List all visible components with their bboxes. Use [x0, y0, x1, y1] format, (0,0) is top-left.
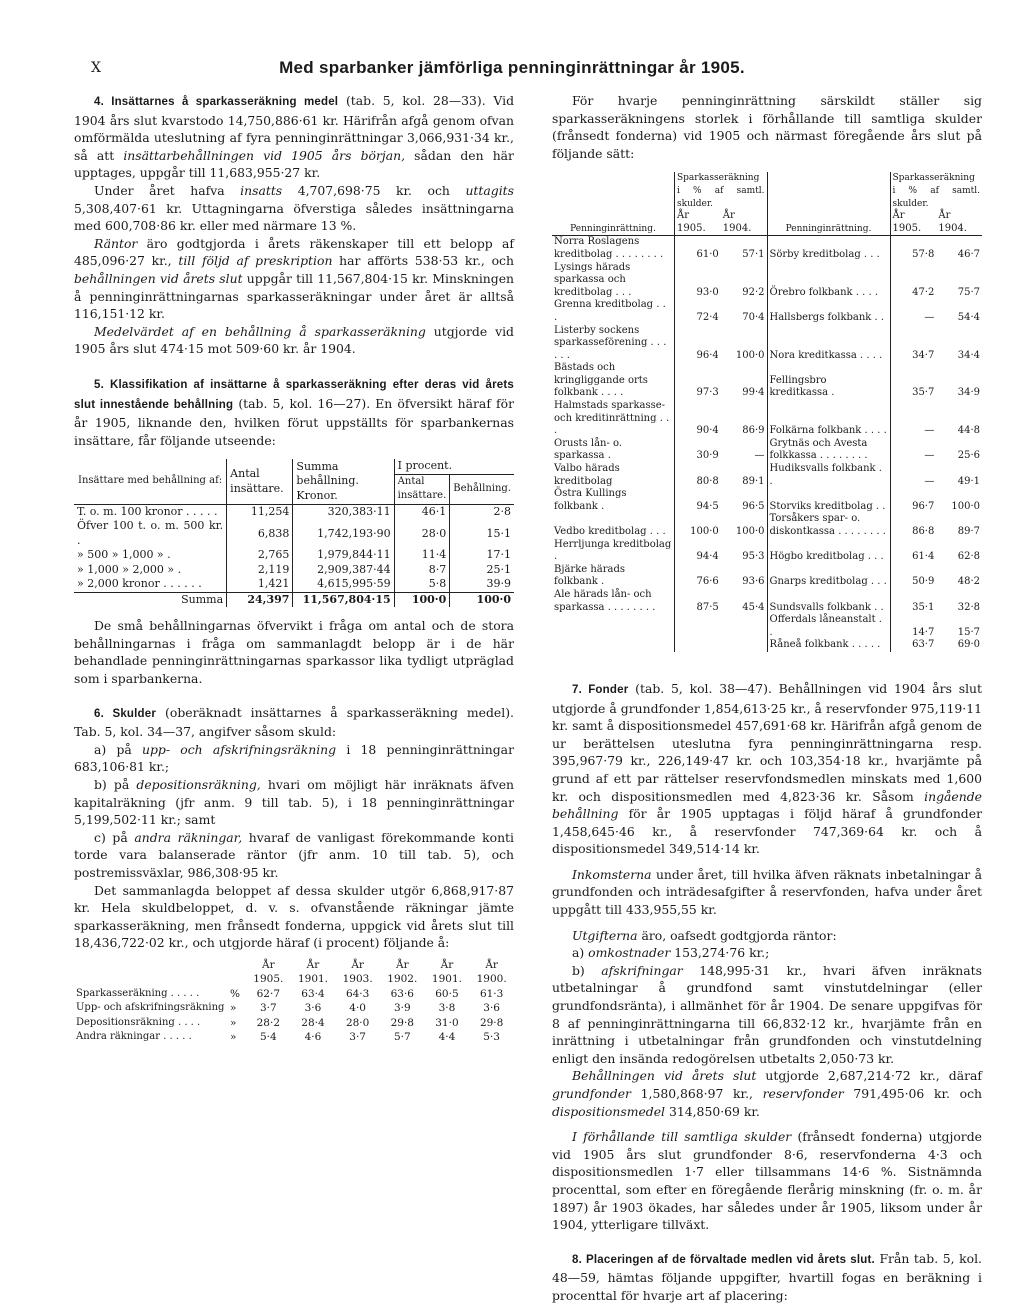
table-header-behallning-pct: Behållning.: [450, 474, 514, 504]
section-4-paragraph-2: Under året hafva insatts 4,707,698·75 kr. och uttagits 5,308,407·61 kr. Uttagningarna öfverstiga således insättningarna med 600,708·86 kr. eller med närmare 13 %.: [74, 182, 514, 234]
section-8-paragraph: 8. Placeringen af de förvaltade medlen vid årets slut. Från tab. 5, kol. 48—59, hämtas följande uppgifter, hvartill fogas en beräkning i procenttal för hvarje art af placering:: [552, 1250, 982, 1303]
section-6-paragraph-2: Det sammanlagda beloppet af dessa skulder utgör 6,868,917·87 kr. Hela skuldbeloppet, d. v. s. ofvanstående räkningar jämte sparkasseräkning, men frånsedt fonderna, uppgick vid årets slut till 18,436,722·02 kr., och utgjorde häraf (i procent) följande å:: [74, 882, 514, 951]
section-5-paragraph-2: De små behållningarnas öfvervikt i fråga om antal och de stora behållningarnas i fråga om sammanlagdt belopp är i de här behandlade penninginrättningarnas sparkassor lika tydligt utpräglad som i sparbankerna.: [74, 618, 514, 687]
table-row: Norra Roslagens kreditbolag . . . . . . . . 61·0 57·1 Sörby kreditbolag . . . 57·8 46·7: [554, 236, 980, 260]
section-4-heading: 4. Insättarnes å sparkasseräkning medel: [94, 96, 339, 108]
table-row: Ale härads lån- och sparkassa . . . . . . . . 87·5 45·4 Sundsvalls folkbank . . 35·1 32·8: [554, 588, 980, 613]
table-header-procent: I procent.: [394, 459, 514, 474]
section-6-item-b: b) på depositionsräkning, hvari om möjligt här inräknats äfven kapitalräkning (jfr anm. 9 till tab. 5), i 18 penninginrättningar 5,199,502·11 kr.; samt: [74, 777, 515, 828]
table-row: Öfver 100 t. o. m. 500 kr. . 6,838 1,742,193·90 28·0 15·1: [74, 519, 514, 548]
page-number: X: [91, 60, 101, 76]
table-row: » 500 » 1,000 » . 2,765 1,979,844·11 11·4 17·1: [74, 548, 514, 563]
right-column: [552, 92, 982, 1305]
section-4-paragraph-4: Medelvärdet af en behållning å sparkasseräkning utgjorde vid 1905 års slut 474·15 mot 509·60 kr. år 1904.: [74, 323, 514, 357]
year-label: 1901.: [297, 973, 329, 986]
debt-distribution-table: [74, 958, 514, 1045]
year-word: År: [262, 958, 275, 971]
year-word: År: [351, 958, 364, 971]
table-row: Valbo härads kreditbolag 80·8 89·1 Hudiksvalls folkbank . . — 49·1: [554, 463, 980, 487]
depositor-classification-table: [74, 459, 514, 607]
section-8-heading: 8. Placeringen af de förvaltade medlen vid årets slut.: [572, 1253, 875, 1266]
table-header-institution-right: Penninginrättning.: [767, 172, 890, 235]
table-header-share-left: Sparkasseräkning i % af samtl. skulder.: [675, 172, 768, 210]
right-intro-paragraph: För hvarje penninginrättning särskildt ställer sig sparkasseräkningens storlek i förhållande till samtliga skulder (frånsedt fonderna) vid 1905 och närmast föregående års slut på följande sätt:: [552, 93, 982, 161]
table-header-antal: Antal insättare.: [227, 459, 293, 504]
table-header-summa: Summa behållning. Kronor.: [293, 459, 394, 504]
section-4-paragraph-3: Räntor äro godtgjorda i årets räkenskaper till ett belopp af 485,096·27 kr., till följd af preskription har afförts 538·53 kr., och behållningen vid årets slut uppgår till 11,567,804·15 kr. Minskningen å penninginrättningarnas sparkasseräkningar under året är alltså 116,151·12 kr.: [74, 235, 515, 322]
year-label: 1902.: [387, 973, 418, 986]
section-7-heading: 7. Fonder: [572, 683, 629, 696]
left-column: [74, 92, 514, 1045]
year-word: År: [306, 958, 320, 971]
section-4-paragraph: 4. Insättarnes å sparkasseräkning medel (tab. 5, kol. 28—33). Vid 1904 års slut kvarstodo 14,750,886·61 kr. Härifrån afgå genom ofvan omförmälda uteslutning af fyra penninginrättningar 3,066,931·34 kr., så att insättarbehållningen vid 1905 års början, sådan den här upptages, uppgår till 11,683,955·27 kr.: [74, 93, 515, 181]
table-row: Vedbo kreditbolag . . . 100·0 100·0 Torsåkers spar- o. diskontkassa . . . . . . . . 86·8 89·7: [554, 513, 980, 537]
section-5-heading: 5. Klassifikation af insättarne å sparkasseräkning efter deras vid årets slut innestående behållning: [74, 378, 514, 411]
section-7-paragraph-3: Utgifterna äro, oafsedt godtgjorda räntor:: [572, 927, 837, 943]
section-6-item-c: c) på andra räkningar, hvaraf de vanligast förekommande konti torde vara balanserade räntor (jfr anm. 10 till tab. 5), och postremissväxlar, 986,308·95 kr.: [74, 829, 514, 880]
table-row: Halmstads sparkasse- och kreditinrättning . . . 90·4 86·9 Folkärna folkbank . . . . — 44·8: [554, 400, 980, 437]
section-6-heading: 6. Skulder: [94, 707, 157, 720]
table-row: Andra räkningar . . . . . » 5·4 4·6 3·7 5·7 4·4 5·3: [76, 1031, 500, 1044]
year-label: 1901.: [431, 973, 462, 986]
table-row: Depositionsräkning . . . . » 28·2 28·4 28·0 29·8 31·0 29·8: [76, 1016, 504, 1029]
year-word: År: [395, 958, 409, 971]
table-row: Orusts lån- o. sparkassa . 30·9 — Grytnäs och Avesta folkkassa . . . . . . . . — 25·6: [554, 437, 980, 462]
section-7-paragraph: 7. Fonder (tab. 5, kol. 38—47). Behållningen vid 1904 års slut utgjorde å grundfonder 1,854,613·25 kr., å reservfonder 975,119·11 kr. samt å dispositionsmedel 457,691·68 kr. Härifrån afgå genom de ur berättelsen uteslutna fyra penninginrättningarna resp. 395,967·79 kr., 226,149·47 kr. och 103,354·18 kr., hvarjämte på grund af ett par rättelser reservfondsmedlen minskats med 1,600 kr. och dispositionsmedlen med 4,823·36 kr. Såsom ingående behållning för år 1905 upptagas i följd häraf å grundfonder 1,458,645·46 kr., å reservfonder 747,369·64 kr. och å dispositionsmedel 349,514·14 kr.: [552, 680, 982, 857]
table-row: Listerby sockens sparkasseförening . . . . . . 96·4 100·0 Nora kreditkassa . . . . 34·7 34·4: [554, 324, 980, 361]
section-5-paragraph: 5. Klassifikation af insättarne å sparkasseräkning efter deras vid årets slut innestående behållning (tab. 5, kol. 16—27). En öfversikt häraf för år 1905, liknande den, hvilken förut uppställts för sparbankernas insättare, får följande utseende:: [74, 378, 514, 448]
year-label: 1903.: [342, 973, 373, 986]
year-label: 1900.: [476, 973, 507, 986]
year-word: År: [485, 958, 498, 971]
table-header-institution-left: Penninginrättning.: [552, 172, 675, 235]
page-header: [0, 58, 1024, 82]
table-header-category: Insättare med behållning af:: [74, 459, 227, 504]
table-total-row: Summa 24,397 11,567,804·15 100·0 100·0: [74, 592, 514, 607]
table-row: Sparkasseräkning . . . . . % 62·7 63·4 64·3 63·6 60·5 61·3: [76, 987, 504, 1000]
table-row: Bjärke härads folkbank . 76·6 93·6 Gnarps kreditbolag . . . 50·9 48·2: [554, 563, 980, 588]
table-row: Råneå folkbank . . . . . 63·7 69·0: [552, 639, 982, 652]
section-6-paragraph: 6. Skulder (oberäknadt insättarnes å sparkasseräkning medel). Tab. 5, kol. 34—37, angifver såsom skuld:: [74, 704, 514, 740]
section-6-item-a: a) på upp- och afskrifningsräkning i 18 penninginrättningar 683,106·81 kr.;: [74, 741, 514, 775]
page-title: Med sparbanker jämförliga penninginrättningar år 1905.: [279, 58, 745, 77]
section-7-item-b: b) afskrifningar 148,995·31 kr., hvari äfven inräknats utbetalningar å grundfond samt vinstutdelningar (eller grundfondsränta), i allmänhet för år 1904. De senare uppgifvas för 8 af penninginrättningarna till 66,832·12 kr., hvarjämte från en inrättning i utbetalningar från grundfonden och vinstutdelning enligt den insända redogörelsen utbetalts 2,050·73 kr.: [552, 962, 982, 1066]
section-7-item-a: a) omkostnader 153,274·76 kr.;: [572, 945, 770, 961]
table-row: Grenna kreditbolag . . . 72·4 70·4 Hallsbergs folkbank . . — 54·4: [554, 299, 980, 323]
table-row: Herrljunga kreditbolag . 94·4 95·3 Högbo kreditbolag . . . 61·4 62·8: [554, 538, 980, 563]
year-word: År: [440, 958, 454, 971]
table-row: » 1,000 » 2,000 » . 2,119 2,909,387·44 8·7 25·1: [74, 563, 514, 578]
table-row: Lysings härads sparkassa och kreditbolag . . . 93·0 92·2 Örebro folkbank . . . . 47·2 75·7: [554, 261, 980, 298]
table-row: Upp- och afskrifningsräkning » 3·7 3·6 4·0 3·9 3·8 3·6: [76, 1002, 500, 1015]
table-header-antal-pct: Antal insättare.: [394, 474, 450, 504]
institution-share-table: Penninginrättning. Sparkasseräkning i % af samtl. skulder. Penninginrättning. Sparkasseräkning i % af samtl. skulder. År 1905. År 1904. År 1905. År 1904. Norra Roslagens kreditbolag . . . . . . . . 61·0 57·1 Sörby kreditbolag . . . 57·8 46·7 Lysings härads sparkassa och kreditbolag . . . 93·0 92·2 Örebro folkbank . . . . 47·2 75·7 Grenna kreditbolag . . . 72·4 70·4 Hallsbergs folkbank . . — 54·4 Listerby sockens sparkasseförening . . . . . . 96·4 100·0 Nora kreditkassa . . . . 34·7 34·4 Bästads och kringliggande orts folkbank . . . . 97·3 99·4 Fellingsbro kreditkassa . 35·7 34·9 Halmstads sparkasse- och kreditinrättning . . . 90·4 86·9 Folkärna folkbank . . . . — 44·8 Orusts lån- o. sparkassa . 30·9 — Grytnäs och Avesta folkkassa . . . . . . . . — 25·6 Valbo härads kreditbolag 80·8 89·1 Hudiksvalls folkbank . . — 49·1 Östra Kullings folkbank . 94·5 96·5 Storviks kreditbolag . . 96·7 100·0 Vedbo kreditbolag . . . 100·0 100·0 Torsåkers spar- o. diskontkassa . . . . . . . . 86·8 89·7 Herrljunga kreditbolag . 94·4 95·3 Högbo kreditbolag . . . 61·4 62·8 Bjärke härads folkbank . 76·6 93·6 Gnarps kreditbolag . . . 50·9 48·2 Ale härads lån- och sparkassa . . . . . . . . 87·5 45·4 Sundsvalls folkbank . . 35·1 32·8 Offerdals låneanstalt . . 14·7 15·7 Råneå folkbank . . . . . 63·7 69·0: [554, 173, 980, 651]
section-7-paragraph-5: I förhållande till samtliga skulder (frånsedt fonderna) utgjorde vid 1905 års slut grundfonder 8·6, reservfonderna 4·3 och dispositionsmedlen 1·7 eller tillsammans 14·6 %. Sistnämnda procenttal, som efter en föregående flerårig minskning (fr. o. m. år 1897) år 1903 ökades, har således under år 1905, liksom under år 1904, ytterligare tillväxt.: [552, 1129, 982, 1233]
table-row: T. o. m. 100 kronor . . . . . 11,254 320,383·11 46·1 2·8: [74, 504, 514, 519]
table-row: Offerdals låneanstalt . . 14·7 15·7: [552, 614, 982, 639]
table-row: » 2,000 kronor . . . . . . 1,421 4,615,995·59 5·8 39·9: [74, 577, 514, 592]
year-label: 1905.: [253, 973, 284, 986]
table-row: Bästads och kringliggande orts folkbank . . . . 97·3 99·4 Fellingsbro kreditkassa . 35·7 34·9: [554, 362, 980, 399]
table-header-share-right: Sparkasseräkning i % af samtl. skulder.: [890, 172, 982, 210]
section-7-paragraph-2: Inkomsterna under året, till hvilka äfven räknats inbetalningar å grundfonden och inträdesafgifter å reservfonden, hafva under året uppgått till 433,955,55 kr.: [552, 866, 982, 918]
table-row: Östra Kullings folkbank . 94·5 96·5 Storviks kreditbolag . . 96·7 100·0: [554, 488, 980, 512]
section-7-paragraph-4: Behållningen vid årets slut utgjorde 2,687,214·72 kr., däraf grundfonder 1,580,868·97 kr., reservfonder 791,495·06 kr. och dispositionsmedel 314,850·69 kr.: [552, 1068, 982, 1119]
